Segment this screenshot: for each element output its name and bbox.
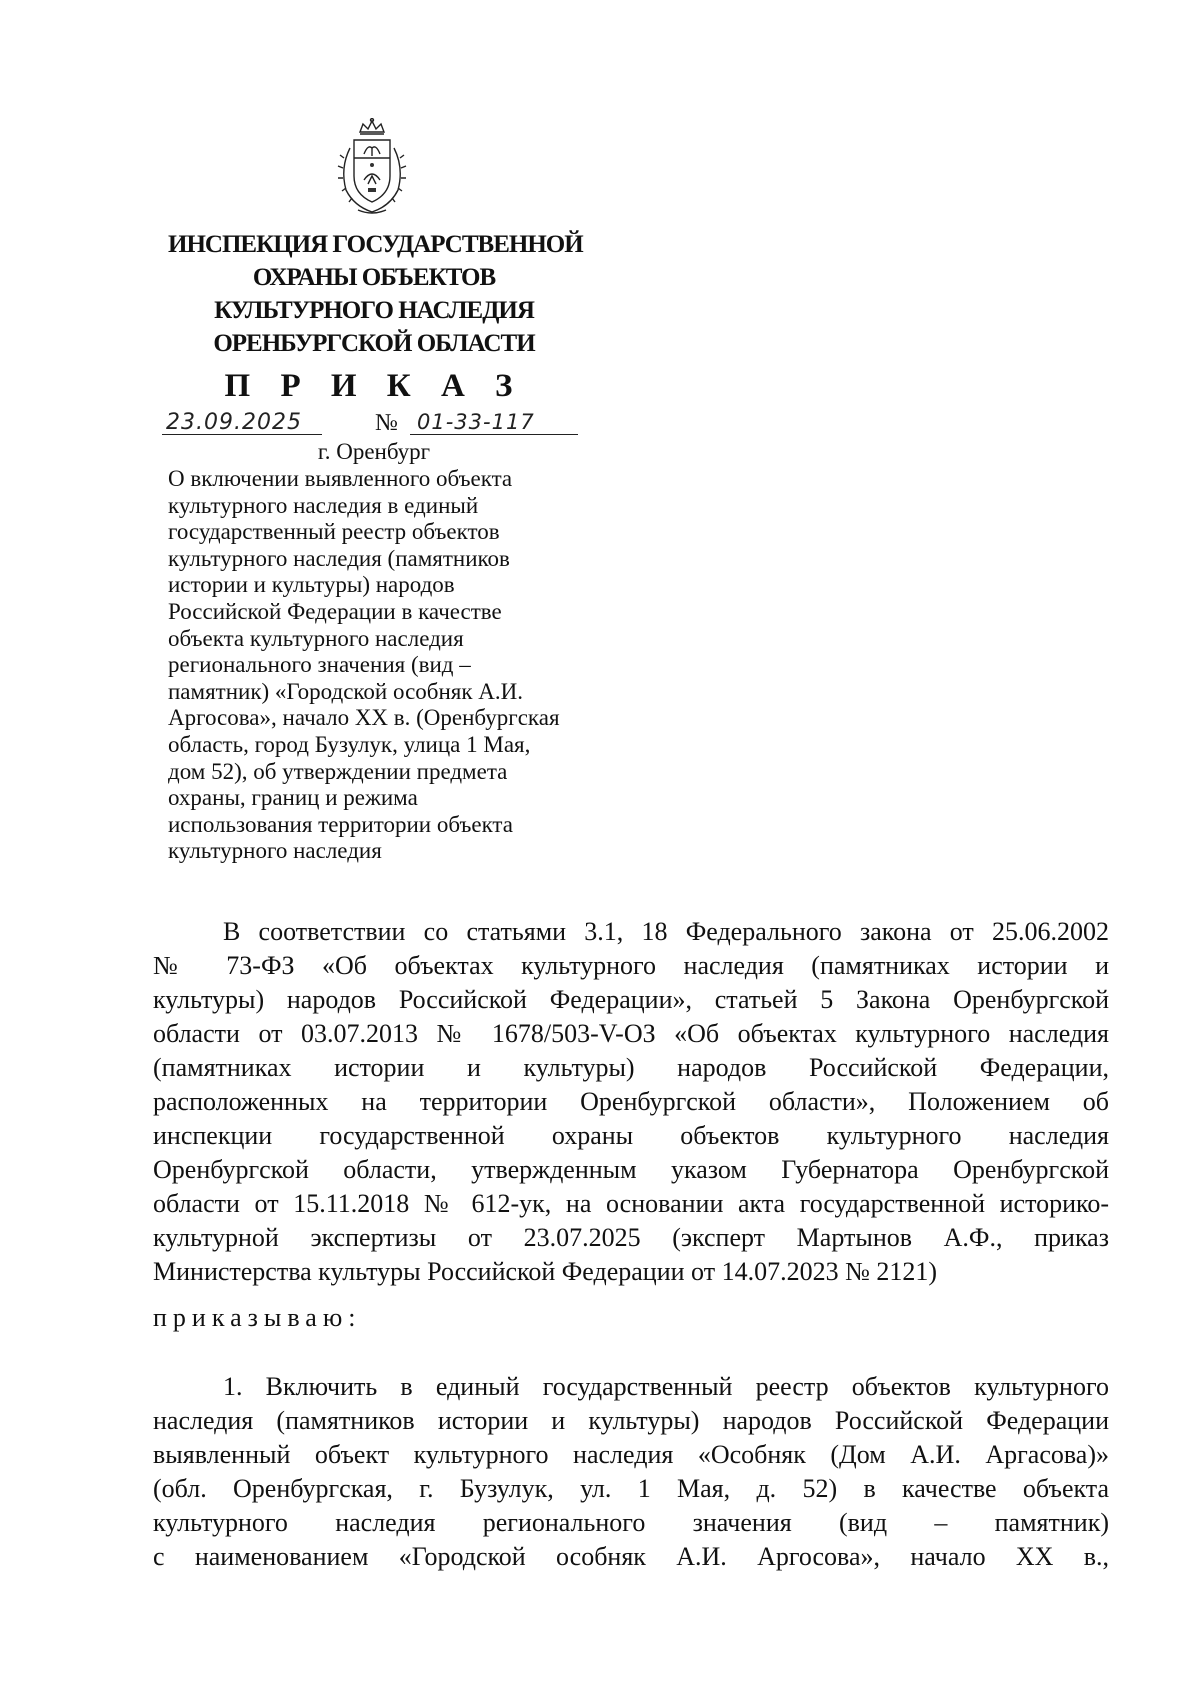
item-line: (обл. Оренбургская, г. Бузулук, ул. 1 Мая, д. 52) в качестве объекта	[153, 1474, 1109, 1503]
subject-line: культурного наследия	[168, 838, 382, 864]
legal-basis-paragraph	[153, 915, 1109, 1289]
organization-name	[168, 228, 583, 360]
organization-line: ИНСПЕКЦИЯ ГОСУДАРСТВЕННОЙ	[168, 231, 583, 258]
subject-line: объекта культурного наследия	[168, 625, 464, 651]
item-line: с наименованием «Городской особняк А.И. Аргосова», начало XX в.,	[153, 1542, 1109, 1571]
item-line: наследия (памятников истории и культуры) народов Российской Федерации	[153, 1406, 1109, 1435]
document-subject	[168, 466, 588, 865]
subject-line: Российской Федерации в качестве	[168, 598, 502, 624]
item-line: культурного наследия регионального значения (вид – памятник)	[153, 1508, 1109, 1537]
basis-line: инспекции государственной охраны объектов культурного наследия	[153, 1121, 1109, 1150]
item-line: выявленный объект культурного наследия «Особняк (Дом А.И. Аргасова)»	[153, 1440, 1109, 1469]
subject-line: культурного наследия в единый	[168, 492, 479, 518]
basis-line: области от 15.11.2018 № 612-ук, на основании акта государственной историко-	[153, 1189, 1109, 1218]
basis-line: культурной экспертизы от 23.07.2025 (эксперт Мартынов А.Ф., приказ	[153, 1223, 1109, 1252]
basis-line: расположенных на территории Оренбургской области», Положением об	[153, 1087, 1109, 1116]
subject-line: культурного наследия (памятников	[168, 545, 510, 571]
basis-line: № 73-ФЗ «Об объектах культурного наследия (памятниках истории и	[153, 951, 1109, 980]
organization-line: ОРЕНБУРГСКОЙ ОБЛАСТИ	[213, 330, 535, 357]
basis-line: (памятниках истории и культуры) народов Российской Федерации,	[153, 1053, 1109, 1082]
document-number: 01-33-117	[417, 410, 535, 434]
number-label: №	[375, 410, 398, 436]
basis-line: культуры) народов Российской Федерации», статьей 5 Закона Оренбургской	[153, 985, 1109, 1014]
item-line: 1. Включить в единый государственный реестр объектов культурного	[223, 1372, 1109, 1401]
subject-line: использования территории объекта	[168, 811, 513, 837]
subject-line: истории и культуры) народов	[168, 572, 455, 598]
basis-line: В соответствии со статьями 3.1, 18 Федерального закона от 25.06.2002	[223, 917, 1109, 946]
subject-line: О включении выявленного объекта	[168, 466, 513, 491]
order-item-1	[153, 1370, 1109, 1574]
subject-line: охраны, границ и режима	[168, 785, 418, 811]
subject-line: дом 52), об утверждении предмета	[168, 758, 508, 784]
subject-line: регионального значения (вид –	[168, 652, 471, 678]
coat-of-arms-icon	[330, 118, 414, 218]
subject-line: памятник) «Городской особняк А.И.	[168, 678, 524, 704]
basis-line: Министерства культуры Российской Федерации от 14.07.2023 № 2121)	[153, 1257, 938, 1286]
basis-line: области от 03.07.2013 № 1678/503-V-ОЗ «Об объектах культурного наследия	[153, 1019, 1109, 1048]
organization-line: ОХРАНЫ ОБЪЕКТОВ	[252, 264, 496, 291]
organization-line: КУЛЬТУРНОГО НАСЛЕДИЯ	[214, 297, 534, 324]
subject-line: Аргосова», начало XX в. (Оренбургская	[168, 705, 560, 731]
document-date: 23.09.2025	[166, 410, 302, 435]
order-directive: приказываю:	[153, 1303, 362, 1332]
basis-line: Оренбургской области, утвержденным указом Губернатора Оренбургской	[153, 1155, 1109, 1184]
number-underline	[410, 434, 578, 435]
document-city: г. Оренбург	[317, 439, 431, 464]
document-type: П Р И К А З	[224, 368, 524, 404]
subject-line: государственный реестр объектов	[168, 519, 500, 545]
subject-line: область, город Бузулук, улица 1 Мая,	[168, 731, 531, 757]
